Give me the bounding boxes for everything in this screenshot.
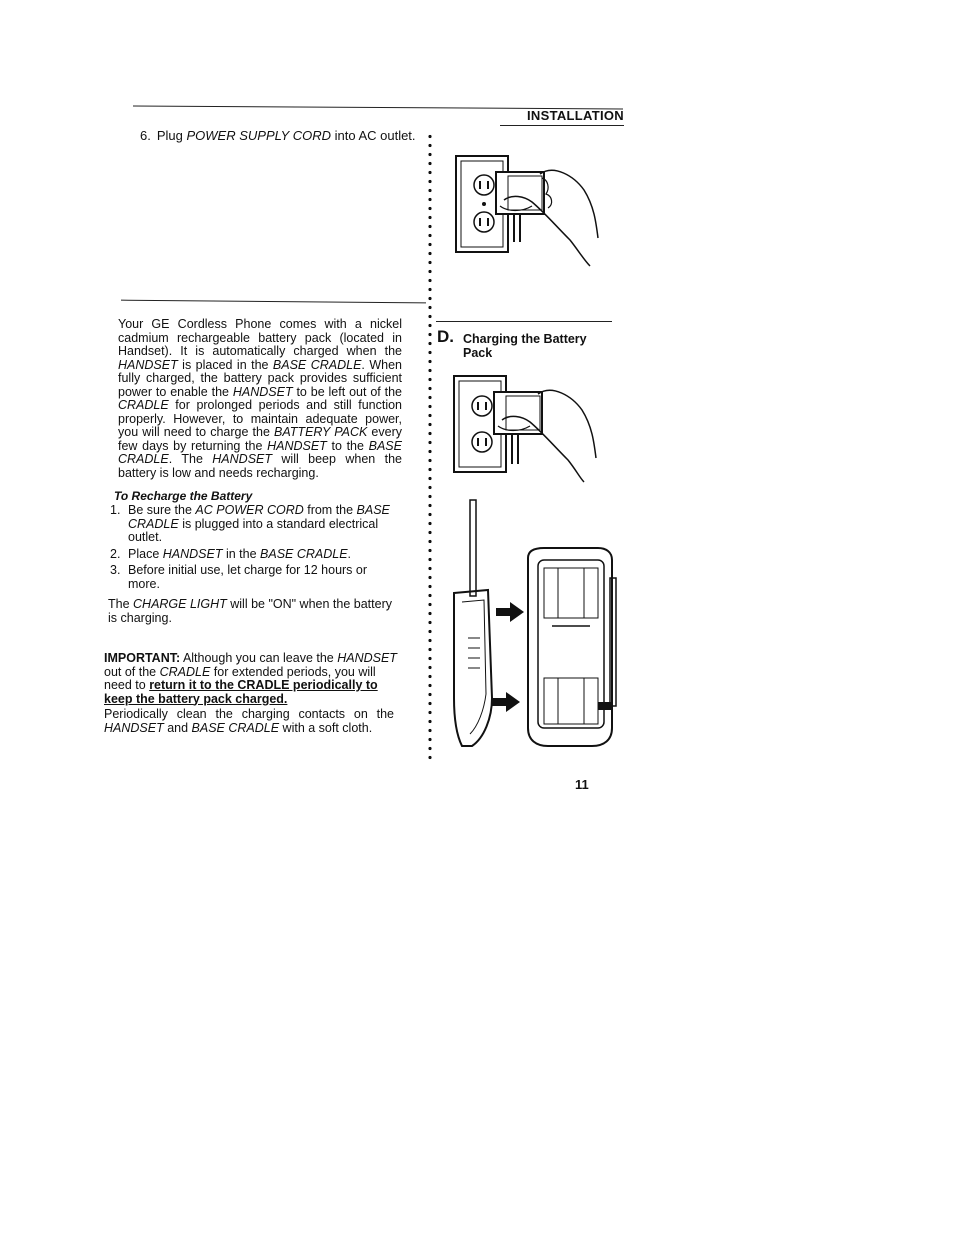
section-heading: Charging the Battery Pack	[463, 332, 587, 360]
list-item: 2. Place HANDSET in the BASE CRADLE.	[110, 546, 352, 561]
list-item: 1. Be sure the AC POWER CORD from the BASE CRADLE is plugged into a standard electrical outlet.	[110, 503, 390, 544]
intro-paragraph: Your GE Cordless Phone comes with a nickel cadmium rechargeable battery pack (located in Handset). It is automatically charged when the HANDSET is placed in the BASE CRADLE. When fully charged, the battery pack provides sufficient power to enable the HANDSET to be left out of the CRADLE for prolonged periods and still function properly. However, to maintain adequate power, you will need to charge the BATTERY PACK every few days by returning the HANDSET to the BASE CRADLE. The HANDSET will beep when the battery is low and needs recharging.	[118, 317, 402, 480]
handset-cradle-illustration	[448, 498, 623, 752]
step-6: 6. Plug POWER SUPPLY CORD into AC outlet.	[140, 128, 416, 143]
left-section-rule	[121, 300, 426, 304]
right-section-rule	[436, 321, 612, 322]
header-underline	[500, 125, 624, 126]
cleaning-note: Periodically clean the charging contacts on the HANDSET and BASE CRADLE with a soft cloth.	[104, 707, 394, 735]
recharge-steps	[110, 504, 402, 594]
page-number: 11	[575, 777, 589, 792]
cord-term: POWER SUPPLY CORD	[186, 128, 331, 143]
important-note: IMPORTANT: Although you can leave the HANDSET out of the CRADLE for extended periods, you will need to return it to the CRADLE periodically to keep the battery pack charged.	[104, 651, 397, 706]
outlet-plug-illustration	[452, 150, 602, 270]
list-item: 3. Before initial use, let charge for 12 hours or more.	[110, 563, 368, 591]
section-title: INSTALLATION	[527, 108, 624, 123]
recharge-heading: To Recharge the Battery	[114, 489, 253, 503]
charge-light-note: The CHARGE LIGHT will be "ON" when the battery is charging.	[108, 597, 392, 625]
dotted-divider	[428, 132, 432, 760]
outlet-plug-illustration-2	[452, 374, 602, 484]
section-letter: D.	[437, 327, 454, 346]
step-number: 6.	[140, 128, 151, 143]
